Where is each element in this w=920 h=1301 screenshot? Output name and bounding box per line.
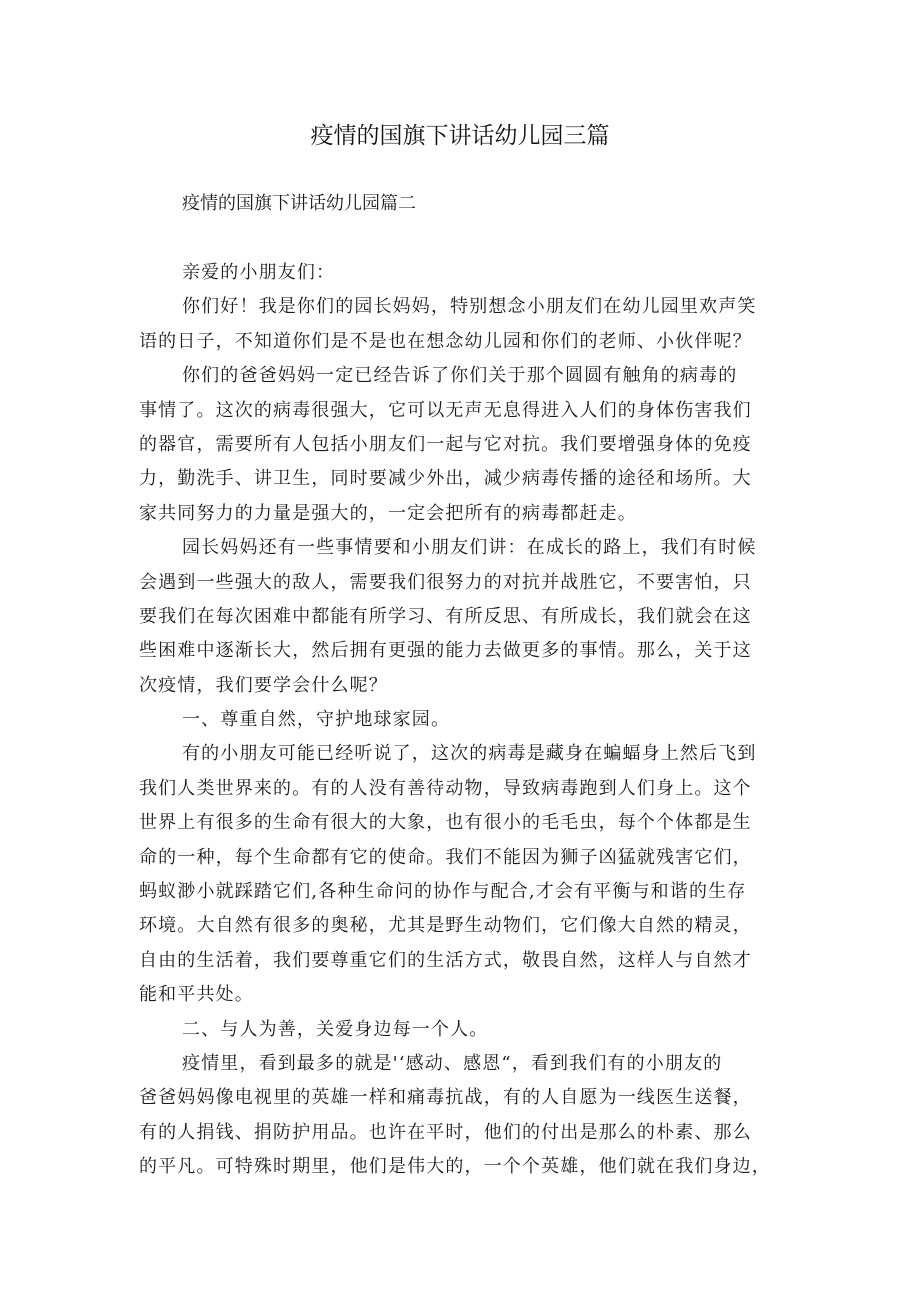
text-line: 力，勤洗手、讲卫生，同时要减少外出，减少病毒传播的途径和场所。大 (139, 468, 752, 490)
text-line: 我们人类世界来的。有的人没有善待动物，导致病毒跑到人们身上。这个 (139, 777, 752, 799)
text-line: 爸爸妈妈像电视里的英雄一样和痛毒抗战，有的人自愿为一线医生送餐， (139, 1087, 752, 1109)
text-line: 蚂蚁渺小就踩踏它们,各种生命问的协作与配合,才会有平衡与和谐的生存 (139, 881, 747, 903)
text-line: 的平凡。可特殊时期里，他们是伟大的，一个个英雄，他们就在我们身边， (139, 1156, 771, 1178)
text-line: 语的日子，不知道你们是不是也在想念幼儿园和你们的老师、小伙伴呢？ (139, 330, 752, 352)
text-line: 要我们在每次困难中都能有所学习、有所反思、有所成长，我们就会在这 (139, 605, 752, 627)
document-body (139, 256, 799, 1185)
text-line: 次疫情，我们要学会什么呢？ (139, 674, 388, 696)
text-line: 自由的生活着，我们要尊重它们的生活方式，敬畏自然，这样人与自然才 (139, 949, 752, 971)
text-line: 环境。大自然有很多的奥秘，尤其是野生动物们，它们像大自然的精灵， (139, 915, 752, 937)
text-line: 能和平共处。 (139, 984, 254, 1006)
text-line: 园长妈妈还有一些事情要和小朋友们讲：在成长的路上，我们有时候 (182, 537, 757, 559)
document-title: 疫情的国旗下讲话幼儿园三篇 (310, 123, 610, 149)
text-line: 一、尊重自然，守护地球家园。 (182, 709, 451, 731)
text-line: 疫情里，看到最多的就是'‘感动、感恩“，看到我们有的小朋友的 (182, 1052, 723, 1074)
text-line: 你们的爸爸妈妈一定已经告诉了你们关于那个圆圆有触角的病毒的 (182, 365, 738, 387)
text-line: 家共同努力的力量是强大的，一定会把所有的病毒都赶走。 (139, 502, 637, 524)
text-line: 有的人捐钱、捐防护用品。也许在平时，他们的付出是那么的朴素、那么 (139, 1121, 752, 1143)
text-line: 的器官，需要所有人包括小朋友们一起与它对抗。我们要增强身体的免疫 (139, 433, 752, 455)
text-line: 命的一种，每个生命都有它的使命。我们不能因为狮子凶猛就残害它们， (139, 846, 752, 868)
text-line: 二、与人为善，关爱身边每一个人。 (182, 1018, 489, 1040)
text-line: 事情了。这次的病毒很强大，它可以无声无息得进入人们的身体伤害我们 (139, 399, 752, 421)
text-line: 些困难中逐渐长大，然后拥有更强的能力去做更多的事情。那么，关于这 (139, 640, 752, 662)
text-line: 世界上有很多的生命有很大的大象，也有很小的毛毛虫，每个个体都是生 (139, 812, 752, 834)
text-line: 亲爱的小朋友们： (182, 262, 336, 283)
text-line: 有的小朋友可能已经听说了，这次的病毒是藏身在蝙蝠身上然后飞到 (182, 743, 757, 765)
document-subtitle: 疫情的国旗下讲话幼儿园篇二 (182, 193, 416, 214)
text-line: 会遇到一些强大的敌人，需要我们很努力的对抗并战胜它，不要害怕，只 (139, 571, 752, 593)
text-line: 你们好！我是你们的园长妈妈，特别想念小朋友们在幼儿园里欢声笑 (182, 296, 757, 318)
